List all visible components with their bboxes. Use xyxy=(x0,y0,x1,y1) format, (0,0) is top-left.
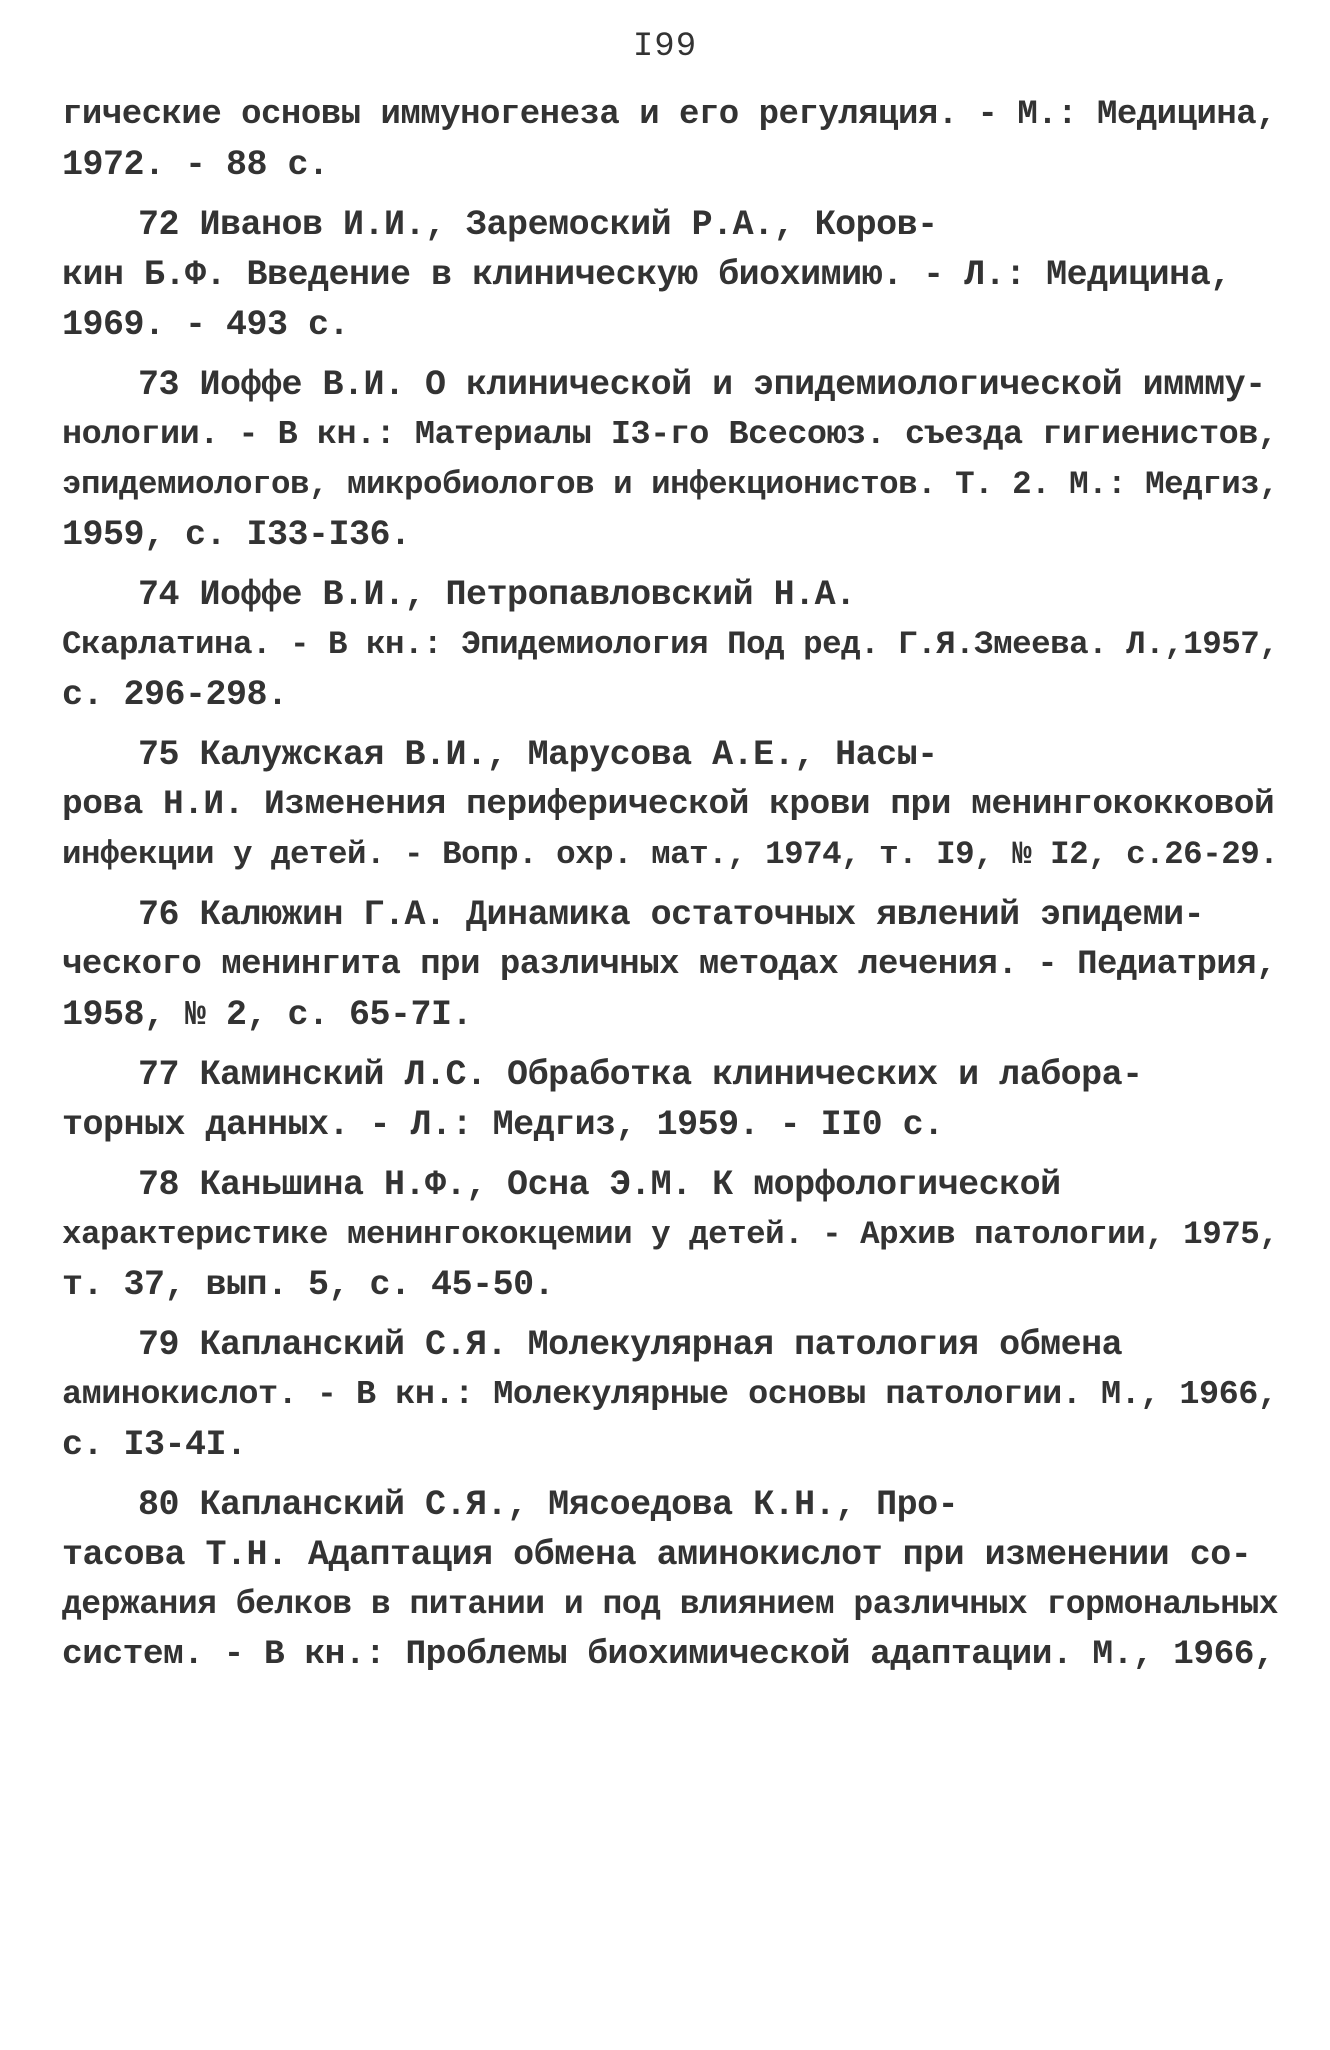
text-line: с. 296-298. xyxy=(62,675,288,715)
reference-74-line: 74 Иоффе В.И., Петропавловский Н.А. xyxy=(138,575,856,615)
text-line: Скарлатина. - В кн.: Эпидемиология Под ред. Г.Я.Змеева. Л.,1957, xyxy=(62,626,1279,663)
reference-79-line: 79 Капланский С.Я. Молекулярная патология обмена xyxy=(138,1325,1123,1365)
text-line: кин Б.Ф. Введение в клиническую биохимию. - Л.: Медицина, xyxy=(62,255,1231,295)
text-line: с. I3-4I. xyxy=(62,1425,247,1465)
reference-72-line: 72 Иванов И.И., Заремоский Р.А., Коров- xyxy=(138,205,938,245)
reference-78-line: 78 Каньшина Н.Ф., Осна Э.М. К морфологической xyxy=(138,1165,1061,1205)
text-line: эпидемиологов, микробиологов и инфекционистов. Т. 2. М.: Медгиз, xyxy=(62,466,1279,503)
text-line: 1972. - 88 с. xyxy=(62,145,329,185)
text-line: рова Н.И. Изменения периферической крови при менингококковой xyxy=(62,785,1275,824)
text-line: ческого менингита при различных методах лечения. - Педиатрия, xyxy=(62,946,1277,984)
text-line: держания белков в питании и под влиянием различных гормональных xyxy=(62,1586,1279,1623)
text-line: систем. - В кн.: Проблемы биохимической адаптации. М., 1966, xyxy=(62,1635,1275,1674)
reference-80-line: 80 Капланский С.Я., Мясоедова К.Н., Про- xyxy=(138,1485,959,1525)
reference-77-line: 77 Каминский Л.С. Обработка клинических и лабора- xyxy=(138,1055,1143,1095)
text-line: 1958, № 2, с. 65-7I. xyxy=(62,995,473,1035)
text-line: тасова Т.Н. Адаптация обмена аминокислот при изменении со- xyxy=(62,1535,1252,1575)
text-line: т. 37, вып. 5, с. 45-50. xyxy=(62,1265,555,1305)
page-number: I99 xyxy=(632,28,698,66)
text-line: гические основы иммуногенеза и его регуляция. - М.: Медицина, xyxy=(62,96,1277,134)
text-line: аминокислот. - В кн.: Молекулярные основы патологии. М., 1966, xyxy=(62,1376,1278,1414)
text-line: 1959, с. I33-I36. xyxy=(62,515,411,555)
text-line: характеристике менингококцемии у детей. - Архив патологии, 1975, xyxy=(62,1216,1279,1253)
reference-76-line: 76 Калюжин Г.А. Динамика остаточных явлений эпидеми- xyxy=(138,895,1205,935)
reference-75-line: 75 Калужская В.И., Марусова А.Е., Насы- xyxy=(138,735,938,775)
text-line: торных данных. - Л.: Медгиз, 1959. - II0 с. xyxy=(62,1105,944,1145)
text-line: 1969. - 493 с. xyxy=(62,305,350,345)
reference-73-line: 73 Иоффе В.И. О клинической и эпидемиологической иммму- xyxy=(138,365,1266,405)
text-line: инфекции у детей. - Вопр. охр. мат., 1974, т. I9, № I2, с.26-29. xyxy=(62,836,1279,873)
text-line: нологии. - В кн.: Материалы I3-го Всесоюз. съезда гигиенистов, xyxy=(62,416,1278,454)
